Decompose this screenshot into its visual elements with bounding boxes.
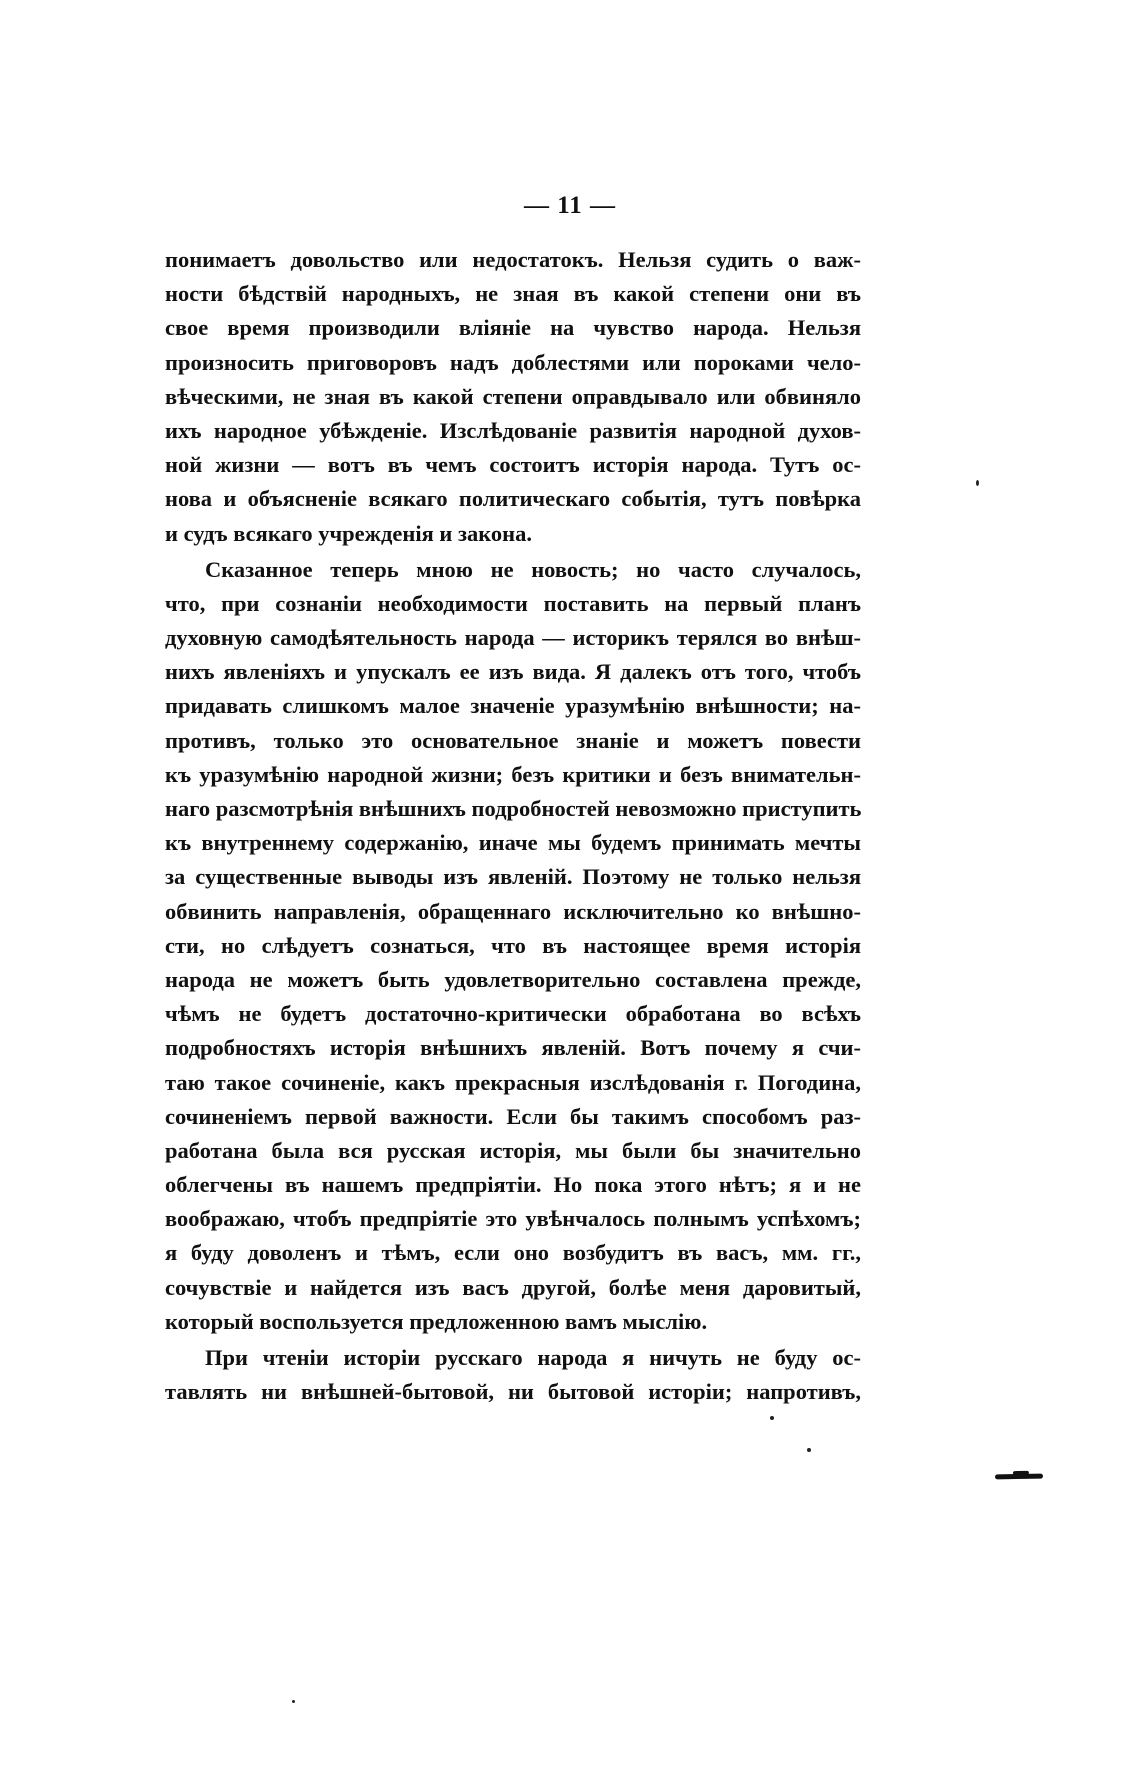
text-line: обвинить направленія, обращеннаго исключительно ко внѣшно- [165,898,861,924]
text-line: сочиненіемъ первой важности. Если бы такимъ способомъ раз- [165,1103,861,1129]
text-line: чѣмъ не будетъ достаточно-критически обработана во всѣхъ [165,1001,861,1027]
ink-speck [292,1700,295,1703]
paragraph-3 [165,1341,861,1409]
text-line: за существенные выводы изъ явленій. Поэтому не только нельзя [165,864,861,890]
text-line: свое время производили вліяніе на чувство народа. Нельзя [165,315,861,341]
ink-speck [770,1416,774,1420]
text-line: нова и объясненіе всякаго политическаго событія, тутъ повѣрка [165,486,861,512]
text-line: духовную самодѣятельность народа — историкъ терялся во внѣш- [165,625,861,651]
text-line: сочувствіе и найдется изъ васъ другой, болѣе меня даровитый, [165,1274,861,1300]
text-line: Сказанное теперь мною не новость; но часто случалось, [205,556,861,582]
ink-speck [807,1448,811,1452]
text-line: работана была вся русская исторія, мы были бы значительно [165,1137,861,1163]
text-line: тавлять ни внѣшней-бытовой, ни бытовой исторіи; напротивъ, [165,1379,861,1405]
text-line: вѣческими, не зная въ какой степени оправдывало или обвиняло [165,383,861,409]
text-line: воображаю, чтобъ предпріятіе это увѣнчалось полнымъ успѣхомъ; [165,1206,861,1232]
body-text [165,243,861,1409]
text-line: народа не можетъ быть удовлетворительно составлена прежде, [165,966,861,992]
ink-speck [976,480,979,486]
text-line: облегчены въ нашемъ предпріятіи. Но пока этого нѣтъ; я и не [165,1172,861,1198]
page-number: — 11 — [523,192,617,219]
text-line: При чтеніи исторіи русскаго народа я ничуть не буду ос- [205,1345,861,1370]
text-line: я буду доволенъ и тѣмъ, если оно возбудитъ въ васъ, мм. гг., [165,1240,861,1266]
text-line: ихъ народное убѣжденіе. Изслѣдованіе развитія народной духов- [165,417,861,443]
text-line: который воспользуется предложенною вамъ мыслію. [165,1308,708,1334]
paragraph-2 [165,553,861,1339]
text-line: противъ, только это основательное знаніе и можетъ повести [165,727,861,753]
text-line: произносить приговоровъ надъ доблестями или пороками чело- [165,349,861,375]
text-line: таю такое сочиненіе, какъ прекрасныя изслѣдованія г. Погодина, [165,1069,861,1095]
text-line: сти, но слѣдуетъ сознаться, что въ настоящее время исторія [165,932,861,958]
text-line: къ внутреннему содержанію, иначе мы будемъ принимать мечты [165,830,861,856]
text-line: подробностяхъ исторія внѣшнихъ явленій. Вотъ почему я счи- [165,1035,861,1061]
text-line: ности бѣдствій народныхъ, не зная въ какой степени они въ [165,281,861,307]
text-line: придавать слишкомъ малое значеніе уразумѣнію внѣшности; на- [165,693,861,719]
text-line: что, при сознаніи необходимости поставить на первый планъ [165,590,861,616]
text-line: ной жизни — вотъ въ чемъ состоитъ исторія народа. Тутъ ос- [165,452,861,478]
text-line: и судъ всякаго учрежденія и закона. [165,520,532,546]
paragraph-1 [165,243,861,551]
text-line: понимаетъ довольство или недостатокъ. Нельзя судить о важ- [165,247,861,272]
text-line: наго разсмотрѣнія внѣшнихъ подробностей невозможно приступить [165,796,861,821]
text-line: къ уразумѣнію народной жизни; безъ критики и безъ внимательн- [165,761,861,787]
ink-dash-mark [995,1474,1043,1480]
text-line: нихъ явленіяхъ и упускалъ ее изъ вида. Я далекъ отъ того, чтобъ [165,659,861,685]
